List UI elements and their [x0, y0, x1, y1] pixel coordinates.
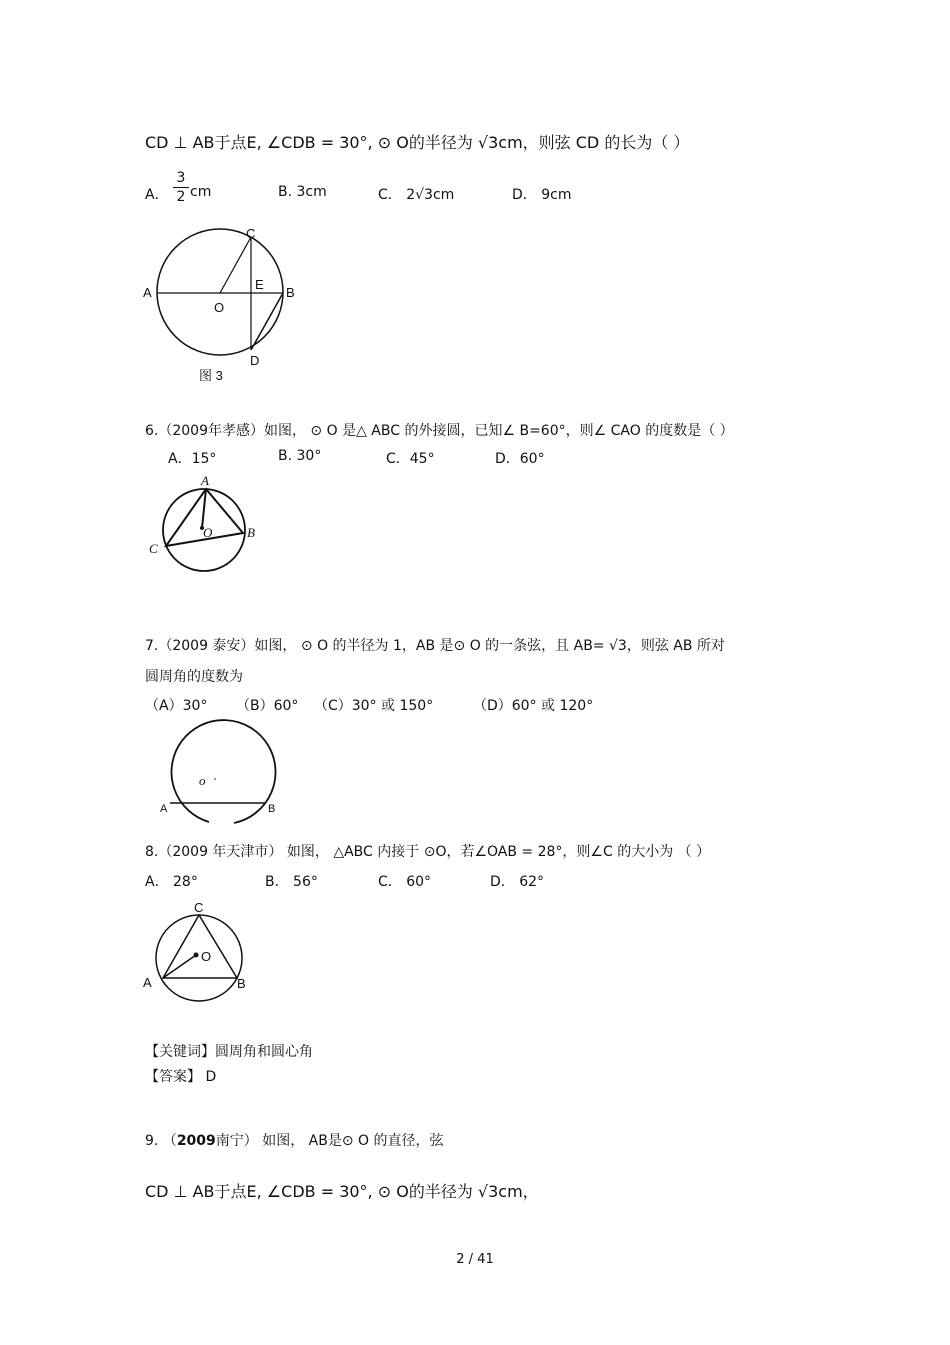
q5-label-d: D — [250, 353, 260, 368]
q8-option-d: D． 62° — [490, 874, 545, 890]
q5-label-e: E — [255, 277, 264, 292]
q8-keyword: 【关键词】圆周角和圆心角 — [145, 1044, 313, 1060]
q7-stem: 7.（2009 泰安）如图， ⊙ O 的半径为 1，AB 是⊙ O 的一条弦，且 AB= √3，则弦 AB 所对 — [145, 638, 725, 654]
q5-fraction-denominator: 2 — [176, 189, 186, 205]
q6-label-b: B — [247, 525, 255, 540]
q9-stem-line2: CD ⊥ AB于点E, ∠CDB = 30°, ⊙ O的半径为 √3cm， — [145, 1182, 539, 1201]
q8-label-b: B — [237, 976, 246, 991]
q5-option-d: D． 9cm — [512, 187, 572, 203]
q8-option-c: C． 60° — [378, 874, 432, 890]
q5-label-a: A — [143, 285, 152, 300]
q7-label-b: B — [268, 803, 276, 815]
q7-label-a: A — [160, 803, 168, 815]
q8-circle — [156, 915, 242, 1001]
q8-answer: 【答案】 D — [145, 1069, 217, 1085]
q6-label-o: O — [203, 525, 213, 540]
q5-option-a: A． — [145, 187, 169, 203]
q7-option-d: （D）60° 或 120° — [473, 698, 594, 714]
q8-center-point — [194, 953, 199, 958]
q6-label-c: C — [149, 541, 158, 556]
q6-option-b: B. 30° — [278, 448, 322, 464]
q7-label-o: o — [199, 773, 206, 788]
q5-option-a-unit: cm — [190, 184, 212, 200]
q7-option-c: （C）30° 或 150° — [314, 698, 434, 714]
q8-label-o: O — [201, 949, 212, 964]
q8-stem: 8.（2009 年天津市） 如图， △ABC 内接于 ⊙O，若∠OAB = 28°，则∠C 的大小为 （ ） — [145, 844, 711, 860]
q8-option-a: A． 28° — [145, 874, 198, 890]
q9-stem — [145, 1132, 444, 1150]
q5-option-b: B. 3cm — [278, 184, 327, 200]
q8-option-b: B． 56° — [265, 874, 318, 890]
q6-label-a: A — [201, 473, 209, 488]
q7-option-b: （B）60° — [236, 698, 299, 714]
q5-figure-caption: 图 3 — [199, 368, 223, 383]
q8-label-c: C — [194, 900, 204, 915]
q5-label-o: O — [214, 300, 225, 315]
q5-stem: CD ⊥ AB于点E, ∠CDB = 30°, ⊙ O的半径为 √3cm，则弦 CD 的长为（ ） — [145, 133, 690, 152]
q5-label-c: C — [246, 226, 256, 241]
q5-label-b: B — [286, 285, 295, 300]
q6-option-a: A．15° — [168, 451, 217, 467]
q7-option-a: （A）30° — [145, 698, 208, 714]
q9-year: 2009 — [176, 1133, 216, 1149]
q6-option-c: C．45° — [386, 451, 435, 467]
q9-number: 9. （ — [145, 1133, 177, 1149]
q6-option-d: D．60° — [495, 451, 545, 467]
q9-stem-rest: 南宁） 如图， AB是⊙ O 的直径，弦 — [215, 1133, 444, 1149]
page-number: 2 / 41 — [456, 1252, 494, 1267]
q5-fraction-numerator: 3 — [176, 170, 186, 186]
q8-segment-ao — [163, 955, 196, 978]
q5-option-c: C． 2√3cm — [378, 187, 455, 203]
q6-stem: 6.（2009年孝感）如图， ⊙ O 是△ ABC 的外接圆，已知∠ B=60°，则∠ CAO 的度数是（ ） — [145, 423, 734, 439]
q7-stem-line2: 圆周角的度数为 — [145, 669, 243, 685]
q8-label-a: A — [143, 975, 152, 990]
